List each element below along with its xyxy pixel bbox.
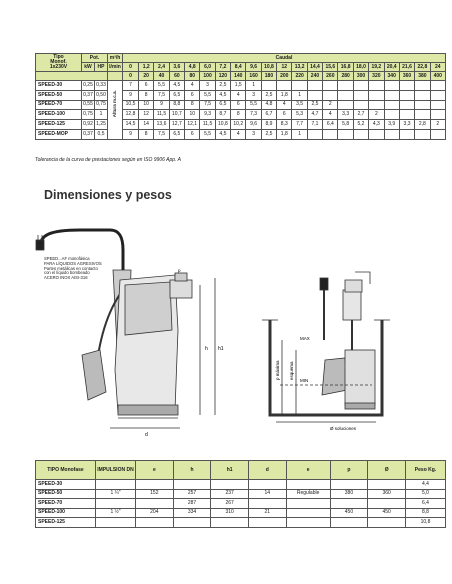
cell-d: 21 [248,508,286,518]
lmin-value: 300 [353,72,368,81]
cell-head [369,90,384,100]
cell-head: 2 [369,110,384,120]
cell-s [368,518,406,528]
lmin-value: 160 [246,72,261,81]
cell-e2 [286,508,330,518]
cell-head: 5,5 [154,81,169,91]
cell-e [136,499,174,509]
cell-head [399,129,414,139]
cell-kw: 0,37 [82,129,95,139]
cell-head: 3 [200,81,215,91]
material-note [44,257,102,281]
cell-peso: 4,4 [406,480,446,490]
dim-header: e [136,461,174,480]
cell-head: 4 [277,100,292,110]
cell-head: 10,8 [215,120,230,130]
label-bottom: Ø soluciones [330,426,357,431]
cell-head: 10,2 [231,120,246,130]
cell-head: 12 [139,110,154,120]
cell-dn [96,499,136,509]
cell-head: 3,9 [384,120,399,130]
m3h-value: 3,6 [169,63,184,72]
lmin-value: 40 [154,72,169,81]
cell-head: 2,8 [415,120,430,130]
cell-d: 14 [248,489,286,499]
cell-head: 2,7 [353,110,368,120]
cell-tipo: SPEED-30 [36,81,82,91]
table-row [36,81,446,91]
m3h-value: 12 [277,63,292,72]
cell-head: 10 [185,110,200,120]
cell-head: 3 [246,129,261,139]
cell-peso: 6,4 [406,499,446,509]
cell-head: 4,5 [215,90,230,100]
dim-header: p [330,461,368,480]
cell-kw: 0,25 [82,81,95,91]
cell-dn [96,480,136,490]
cell-d [248,518,286,528]
cell-s [368,480,406,490]
table-row [36,518,446,528]
cell-hp: 0,75 [95,100,108,110]
cell-head: 8 [185,100,200,110]
cell-head [307,90,322,100]
cell-tipo: SPEED-125 [36,120,82,130]
cell-hp: 0,5 [95,129,108,139]
cell-head: 4 [323,110,338,120]
cell-h [173,480,211,490]
cell-hp: 1 [95,110,108,120]
m3h-value: 18,0 [353,63,368,72]
cell-head: 4 [231,129,246,139]
cell-dn [96,518,136,528]
note-line: con el líquido bombeado [44,270,90,276]
cell-head [415,100,430,110]
cell-head: 5,3 [292,110,307,120]
cell-head [384,110,399,120]
lmin-value: 120 [215,72,230,81]
cell-head: 6,5 [169,90,184,100]
m3h-value: 0 [123,63,139,72]
dim-header: d [248,461,286,480]
cell-head [338,129,353,139]
lmin-value: 20 [139,72,154,81]
cell-head: 7,3 [246,110,261,120]
cell-head: 1 [292,90,307,100]
cell-head: 9 [154,100,169,110]
cell-head [307,81,322,91]
cell-hp: 1,25 [95,120,108,130]
header-voltage-label: 1x230V [49,64,68,70]
lmin-value: 180 [261,72,276,81]
lmin-value: 200 [277,72,292,81]
lmin-value: 400 [430,72,445,81]
cell-head: 9 [123,129,139,139]
m3h-value: 9,6 [246,63,261,72]
cell-head: 12,7 [169,120,184,130]
cell-e [136,480,174,490]
dim-header: h [173,461,211,480]
cell-head: 5,5 [200,90,215,100]
cell-head [415,81,430,91]
cell-p: 450 [330,508,368,518]
cell-head [430,100,445,110]
m3h-value: 20,4 [384,63,399,72]
m3h-value: 19,2 [369,63,384,72]
cell-head: 12,1 [185,120,200,130]
lmin-value: 100 [200,72,215,81]
cell-h: 334 [173,508,211,518]
m3h-value: 10,8 [261,63,276,72]
cell-h1 [211,480,249,490]
cell-head: 4,5 [169,81,184,91]
cell-d [248,480,286,490]
cell-head: 8 [139,129,154,139]
pump-install-view [262,272,390,422]
cell-head [430,90,445,100]
cell-head: 2,5 [261,129,276,139]
cell-e2 [286,480,330,490]
header-kw: kW [82,63,95,72]
cell-head [369,81,384,91]
cell-head [430,110,445,120]
cell-head [292,81,307,91]
cell-head: 5,2 [353,120,368,130]
cell-head: 4 [185,81,200,91]
cell-head: 2 [323,100,338,110]
cell-head: 3,5 [292,100,307,110]
table-row [36,489,446,499]
cell-tipo: SPEED-50 [36,90,82,100]
cell-head: 4,7 [307,110,322,120]
header-caudal: Caudal [123,54,446,63]
lmin-value: 140 [231,72,246,81]
cell-head: 12,8 [123,110,139,120]
cell-hp: 0,50 [95,90,108,100]
cell-e [136,518,174,528]
cell-head: 3,3 [338,110,353,120]
m3h-value: 2,4 [154,63,169,72]
note-line: Partes metálicas en contacto [44,265,98,271]
table-row [36,499,446,509]
lmin-value: 380 [415,72,430,81]
m3h-value: 4,8 [185,63,200,72]
label-esquema: esquema [289,361,294,380]
cell-head [399,110,414,120]
cell-tipo: SPEED-50 [36,489,96,499]
lmin-value: 240 [307,72,322,81]
header-hp: HP [95,63,108,72]
cell-dn: 1 ¼" [96,489,136,499]
m3h-value: 22,8 [415,63,430,72]
cell-peso: 10,8 [406,518,446,528]
cell-peso: 5,0 [406,489,446,499]
cell-head: 3,3 [399,120,414,130]
header-lmin: l/min [109,63,121,70]
header-tipo-label: Tipo [53,54,64,60]
cell-tipo: SPEED-100 [36,508,96,518]
lmin-value: 360 [399,72,414,81]
cell-head [338,90,353,100]
label-d: d [145,432,148,438]
m3h-value: 24 [430,63,445,72]
cell-tipo: SPEED-125 [36,518,96,528]
cell-e2 [286,518,330,528]
cell-e: 204 [136,508,174,518]
performance-table [35,53,446,140]
cell-head: 9,6 [246,120,261,130]
cell-e2: Regulable [286,489,330,499]
cell-kw: 0,75 [82,110,95,120]
lmin-value: 80 [185,72,200,81]
cell-head [399,100,414,110]
cell-head: 11,5 [200,120,215,130]
cell-e2 [286,499,330,509]
header-altura-label: Altura m.c.a. [111,89,117,117]
cell-head [323,129,338,139]
cell-head: 5,8 [338,120,353,130]
dim-header: Peso Kg. [406,461,446,480]
cell-head [369,100,384,110]
cell-head [415,110,430,120]
cell-head: 6 [231,100,246,110]
m3h-value: 6,0 [200,63,215,72]
cell-h: 287 [173,499,211,509]
cell-head: 8,7 [215,110,230,120]
cell-head: 4,8 [261,100,276,110]
table-row [36,100,446,110]
cell-head [399,81,414,91]
table-row [36,508,446,518]
table-row [36,129,446,139]
cell-head: 10,7 [169,110,184,120]
cell-head: 7,7 [292,120,307,130]
m3h-value: 16,8 [338,63,353,72]
cell-head: 5,5 [246,100,261,110]
cell-head [369,129,384,139]
header-monof-label: Monof. [50,59,67,65]
header-m3h: m³/h [108,54,123,63]
label-p: p [178,268,181,273]
cell-peso: 8,8 [406,508,446,518]
header-spacer [36,72,108,81]
pump-drawings [0,200,452,450]
cell-tipo: SPEED-MOP [36,129,82,139]
cell-head: 14,5 [123,120,139,130]
note-line: SPEED...AF monofásica [44,256,90,261]
cell-s: 360 [368,489,406,499]
cell-p: 380 [330,489,368,499]
cell-head: 8,9 [261,120,276,130]
lmin-value: 260 [323,72,338,81]
cell-h: 257 [173,489,211,499]
cell-head: 11,5 [154,110,169,120]
cell-head [415,90,430,100]
cell-head [384,81,399,91]
cell-head: 14 [139,120,154,130]
table-row [36,120,446,130]
cell-tipo: SPEED-70 [36,100,82,110]
section-title: Dimensiones y pesos [44,188,172,202]
cell-head [323,81,338,91]
cell-s: 450 [368,508,406,518]
cell-head: 8,8 [169,100,184,110]
label-h1: h1 [218,346,224,352]
cell-head [384,100,399,110]
dim-header: e [286,461,330,480]
cell-p [330,518,368,528]
cell-head: 10,5 [123,100,139,110]
cell-head: 7,5 [200,100,215,110]
cell-head: 7 [123,81,139,91]
cell-head: 2,5 [261,90,276,100]
cell-d [248,499,286,509]
cell-head: 6 [139,81,154,91]
lmin-value: 60 [169,72,184,81]
cell-kw: 0,55 [82,100,95,110]
label-min: MIN [300,378,309,383]
cell-head: 6,5 [169,129,184,139]
cell-head: 8 [139,90,154,100]
dimensions-table [35,460,446,528]
cell-e: 152 [136,489,174,499]
cell-head [430,129,445,139]
label-max: MAX [300,336,310,341]
cell-head: 7,5 [154,90,169,100]
note-line: PARA LÍQUIDOS AGRESIVOS [44,260,102,266]
cell-head: 4,5 [215,129,230,139]
cell-h [173,518,211,528]
cell-head: 1 [246,81,261,91]
cell-head: 10 [139,100,154,110]
cell-h1: 310 [211,508,249,518]
header-altura [108,81,123,140]
cell-head [430,81,445,91]
header-pot: Pot. [82,54,108,63]
label-h: h [205,346,208,352]
table-row [36,110,446,120]
m3h-value: 14,4 [307,63,322,72]
cell-head: 6,7 [261,110,276,120]
dim-header: h1 [211,461,249,480]
label-altura: p máxima [275,360,280,380]
cell-head: 9 [123,90,139,100]
cell-head: 8 [231,110,246,120]
cell-head: 6 [185,90,200,100]
cell-head [307,129,322,139]
cell-head: 6,5 [215,100,230,110]
table-row [36,480,446,490]
cell-tipo: SPEED-100 [36,110,82,120]
cell-h1: 267 [211,499,249,509]
cell-head: 7,5 [154,129,169,139]
dim-header: Ø [368,461,406,480]
m3h-value: 1,2 [139,63,154,72]
cell-kw: 0,92 [82,120,95,130]
cell-head: 8,3 [277,120,292,130]
cell-head: 1,8 [277,90,292,100]
cell-head [277,81,292,91]
cell-head: 5,5 [200,129,215,139]
cell-p [330,499,368,509]
cell-head [261,81,276,91]
dim-header: TIPO Monofase [36,461,96,480]
cell-head: 2,5 [307,100,322,110]
cell-h1: 237 [211,489,249,499]
cell-tipo: SPEED-70 [36,499,96,509]
cell-head [353,100,368,110]
cell-head: 6 [185,129,200,139]
cell-head: 7,1 [307,120,322,130]
m3h-value: 15,6 [323,63,338,72]
header-lmin-2 [108,72,123,81]
cell-head: 4,3 [369,120,384,130]
cell-head [384,90,399,100]
header-tipo [36,54,82,72]
cell-head: 2,5 [215,81,230,91]
cell-head: 13,6 [154,120,169,130]
m3h-value: 13,2 [292,63,307,72]
cell-hp: 0,33 [95,81,108,91]
cell-head: 1 [292,129,307,139]
cell-head [399,90,414,100]
cell-head [415,129,430,139]
note-line: ACERO INOX AISI-316 [44,275,88,281]
cell-head: 1,5 [231,81,246,91]
cell-head [338,100,353,110]
cell-head: 3 [246,90,261,100]
tolerance-note: Tolerancia de la curva de prestaciones según en ISO 9906 App. A [35,157,181,163]
cell-s [368,499,406,509]
table-row [36,90,446,100]
cell-head: 6,4 [323,120,338,130]
cell-dn: 1 ½" [96,508,136,518]
cell-kw: 0,37 [82,90,95,100]
lmin-value: 340 [384,72,399,81]
cell-head: 9,3 [200,110,215,120]
cell-head [353,81,368,91]
cell-head: 6 [277,110,292,120]
lmin-value: 320 [369,72,384,81]
cell-head: 1,8 [277,129,292,139]
cell-head [323,90,338,100]
lmin-value: 0 [123,72,139,81]
cell-head [353,129,368,139]
lmin-value: 280 [338,72,353,81]
cell-head: 4 [231,90,246,100]
m3h-value: 7,2 [215,63,230,72]
cell-head: 2 [430,120,445,130]
cell-head [353,90,368,100]
cell-tipo: SPEED-30 [36,480,96,490]
cell-h1 [211,518,249,528]
cell-p [330,480,368,490]
m3h-value: 8,4 [231,63,246,72]
dim-header: IMPULSION DN [96,461,136,480]
cell-head [384,129,399,139]
m3h-value: 21,6 [399,63,414,72]
lmin-value: 220 [292,72,307,81]
cell-head [338,81,353,91]
